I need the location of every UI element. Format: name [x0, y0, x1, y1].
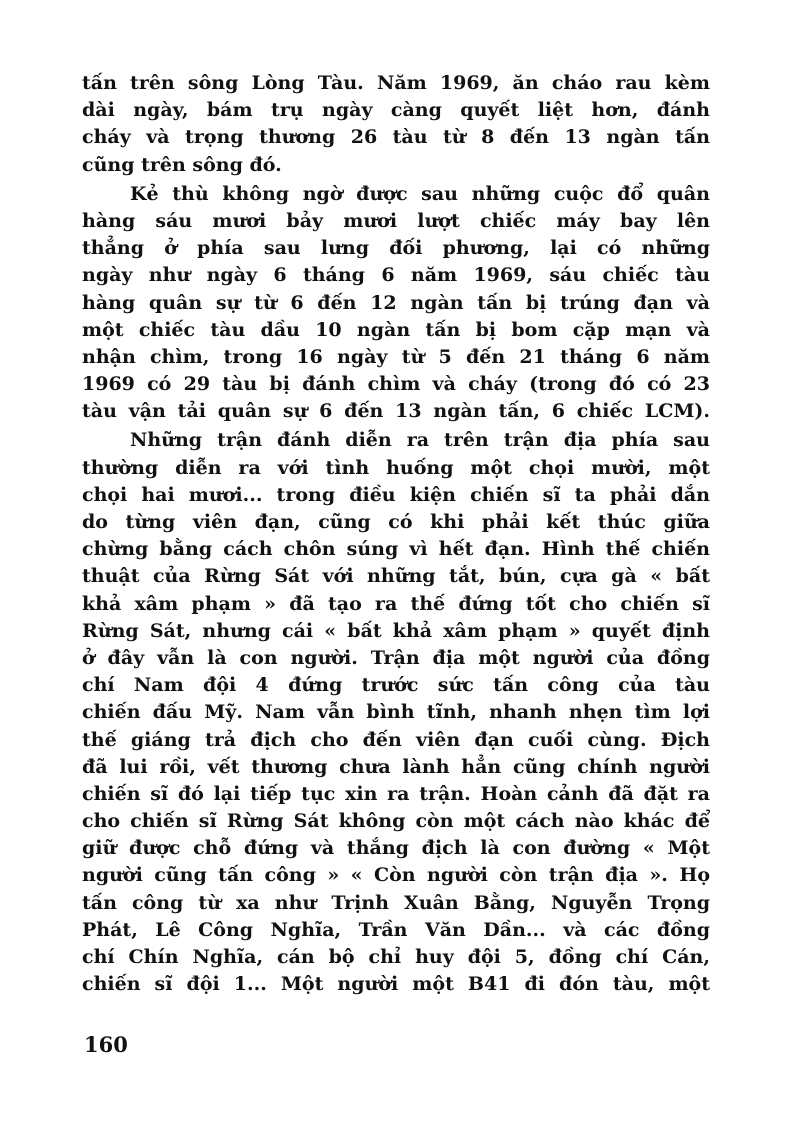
- paragraph: [82, 181, 710, 426]
- paragraph: [82, 427, 710, 998]
- paragraph: [82, 70, 710, 179]
- text-line: Phát, Lê Công Nghĩa, Trần Văn Dần... và các đồng: [82, 918, 710, 941]
- text-line: hàng quân sự từ 6 đến 12 ngàn tấn bị trúng đạn và: [82, 291, 710, 314]
- text-line: chí Chín Nghĩa, cán bộ chỉ huy đội 5, đồng chí Cán,: [82, 946, 710, 968]
- text-line: chọi hai mươi... trong điều kiện chiến sĩ ta phải dắn: [82, 483, 710, 506]
- text-line: Rừng Sát, nhưng cái « bất khả xâm phạm » quyết định: [82, 619, 710, 642]
- text-line: tấn trên sông Lòng Tàu. Năm 1969, ăn cháo rau kèm: [82, 72, 710, 94]
- text-line: chiến sĩ đó lại tiếp tục xin ra trận. Hoàn cảnh đã đặt ra: [82, 782, 710, 805]
- text-line: Kẻ thù không ngờ được sau những cuộc đổ quân: [130, 182, 710, 205]
- text-line: 1969 có 29 tàu bị đánh chìm và cháy (trong đó có 23: [82, 373, 710, 396]
- text-line: giữ được chỗ đứng và thắng địch là con đường « Một: [82, 837, 710, 860]
- text-line: ngày như ngày 6 tháng 6 năm 1969, sáu chiếc tàu: [82, 264, 710, 287]
- text-line: Những trận đánh diễn ra trên trận địa phía sau: [130, 429, 710, 452]
- text-line: thẳng ở phía sau lưng đối phương, lại có những: [82, 237, 710, 260]
- text-line: chừng bằng cách chôn súng vì hết đạn. Hình thế chiến: [82, 538, 710, 561]
- text-line: một chiếc tàu dầu 10 ngàn tấn bị bom cặp mạn và: [82, 318, 710, 341]
- text-line: thuật của Rừng Sát với những tắt, bún, cựa gà « bất: [82, 565, 710, 588]
- text-line: nhận chìm, trong 16 ngày từ 5 đến 21 tháng 6 năm: [82, 345, 710, 368]
- text-line: cho chiến sĩ Rừng Sát không còn một cách nào khác để: [82, 810, 710, 833]
- text-line: ở đây vẫn là con người. Trận địa một người của đồng: [82, 646, 710, 669]
- page-number: 160: [84, 1032, 128, 1057]
- body-text: [82, 70, 710, 1000]
- text-line: đã lui rồi, vết thương chưa lành hẳn cũng chính người: [82, 755, 710, 778]
- text-line: cũng trên sông đó.: [82, 153, 282, 176]
- text-line: thường diễn ra với tình huống một chọi mười, một: [82, 456, 710, 479]
- text-line: thế giáng trả địch cho đến viên đạn cuối cùng. Địch: [82, 728, 710, 751]
- text-line: người cũng tấn công » « Còn người còn trận địa ». Họ: [82, 864, 710, 887]
- text-line: hàng sáu mươi bảy mươi lượt chiếc máy bay lên: [82, 209, 710, 232]
- text-line: chiến đấu Mỹ. Nam vẫn bình tĩnh, nhanh nhẹn tìm lợi: [82, 701, 710, 724]
- text-line: chiến sĩ đội 1... Một người một B41 đi đón tàu, một: [82, 973, 710, 996]
- text-line: cháy và trọng thương 26 tàu từ 8 đến 13 ngàn tấn: [82, 126, 710, 149]
- text-line: tấn công từ xa như Trịnh Xuân Bằng, Nguyễn Trọng: [82, 891, 710, 914]
- text-line: tàu vận tải quân sự 6 đến 13 ngàn tấn, 6 chiếc LCM).: [82, 400, 710, 423]
- text-line: khả xâm phạm » đã tạo ra thế đứng tốt cho chiến sĩ: [82, 592, 710, 615]
- text-line: chí Nam đội 4 đứng trước sức tấn công của tàu: [82, 674, 710, 697]
- text-line: do từng viên đạn, cũng có khi phải kết thúc giữa: [82, 511, 710, 533]
- text-line: dài ngày, bám trụ ngày càng quyết liệt hơn, đánh: [82, 99, 710, 122]
